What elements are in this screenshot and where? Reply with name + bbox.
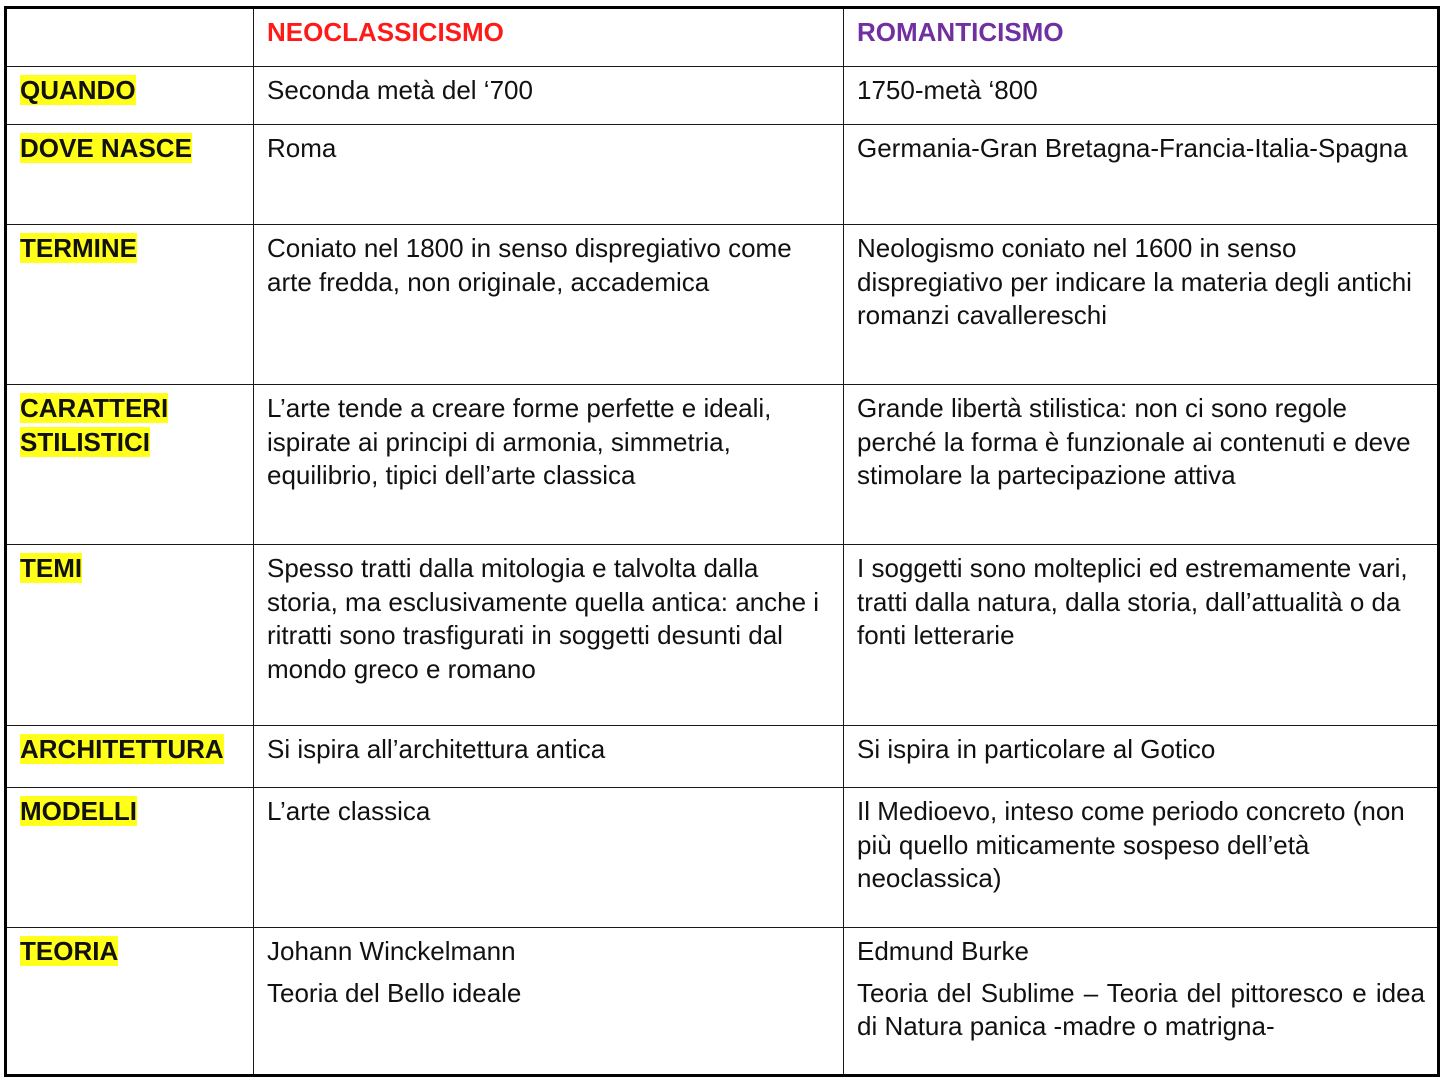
row-label-termine: TERMINE xyxy=(20,233,137,263)
row-label-teoria: TEORIA xyxy=(20,936,119,966)
neo-teoria-author: Johann Winckelmann xyxy=(267,936,516,966)
rom-cell-temi: I soggetti sono molteplici ed estremamente vari, tratti dalla natura, dalla storia, dall’attualità o da fonti letterarie xyxy=(844,545,1439,726)
header-neoclassicismo xyxy=(254,8,844,67)
romanticismo-title: ROMANTICISMO xyxy=(857,17,1064,47)
table-row-temi xyxy=(6,545,1439,726)
row-label-temi: TEMI xyxy=(20,553,83,583)
neo-cell-quando: Seconda metà del ‘700 xyxy=(254,67,844,125)
table-row-dove-nasce xyxy=(6,125,1439,225)
row-label-caratteri-stilistici: CARATTERI STILISTICI xyxy=(20,393,169,457)
comparison-table xyxy=(4,6,1440,1077)
rom-cell-teoria xyxy=(844,928,1439,1076)
rom-cell-modelli: Il Medioevo, inteso come periodo concreto (non più quello miticamente sospeso dell’età neoclassica) xyxy=(844,788,1439,928)
row-label-cell xyxy=(6,225,254,385)
neo-teoria-theory: Teoria del Bello ideale xyxy=(267,977,522,1008)
header-empty-cell xyxy=(6,8,254,67)
row-label-cell xyxy=(6,67,254,125)
neoclassicismo-title: NEOCLASSICISMO xyxy=(267,17,504,47)
table-row-termine xyxy=(6,225,1439,385)
neo-cell-caratteri: L’arte tende a creare forme perfette e ideali, ispirate ai principi di armonia, simmetria, equilibrio, tipici dell’arte classica xyxy=(254,385,844,545)
row-label-cell xyxy=(6,545,254,726)
table-row-teoria xyxy=(6,928,1439,1076)
rom-cell-quando: 1750-metà ‘800 xyxy=(844,67,1439,125)
header-row xyxy=(6,8,1439,67)
row-label-quando: QUANDO xyxy=(20,75,136,105)
rom-cell-termine: Neologismo coniato nel 1600 in senso dispregiativo per indicare la materia degli antichi romanzi cavallereschi xyxy=(844,225,1439,385)
row-label-cell xyxy=(6,385,254,545)
row-label-architettura: ARCHITETTURA xyxy=(20,734,224,764)
table-row-caratteri-stilistici xyxy=(6,385,1439,545)
rom-cell-dove-nasce: Germania-Gran Bretagna-Francia-Italia-Spagna xyxy=(844,125,1439,225)
row-label-cell xyxy=(6,125,254,225)
table-row-modelli xyxy=(6,788,1439,928)
rom-teoria-theory: Teoria del Sublime – Teoria del pittoresco e idea di Natura panica -madre o matrigna- xyxy=(857,977,1425,1041)
header-romanticismo xyxy=(844,8,1439,67)
neo-cell-modelli: L’arte classica xyxy=(254,788,844,928)
row-label-dove-nasce: DOVE NASCE xyxy=(20,133,192,163)
rom-teoria-author: Edmund Burke xyxy=(857,936,1029,966)
neo-cell-dove-nasce: Roma xyxy=(254,125,844,225)
table-row-architettura xyxy=(6,726,1439,788)
row-label-modelli: MODELLI xyxy=(20,796,137,826)
row-label-cell xyxy=(6,788,254,928)
neo-cell-teoria xyxy=(254,928,844,1076)
neo-cell-temi: Spesso tratti dalla mitologia e talvolta dalla storia, ma esclusivamente quella antica: anche i ritratti sono trasfigurati in soggetti desunti dal mondo greco e romano xyxy=(254,545,844,726)
table-row-quando xyxy=(6,67,1439,125)
row-label-cell xyxy=(6,726,254,788)
rom-cell-caratteri: Grande libertà stilistica: non ci sono regole perché la forma è funzionale ai contenuti e deve stimolare la partecipazione attiva xyxy=(844,385,1439,545)
row-label-cell xyxy=(6,928,254,1076)
neo-cell-architettura: Si ispira all’architettura antica xyxy=(254,726,844,788)
rom-cell-architettura: Si ispira in particolare al Gotico xyxy=(844,726,1439,788)
neo-cell-termine: Coniato nel 1800 in senso dispregiativo come arte fredda, non originale, accademica xyxy=(254,225,844,385)
